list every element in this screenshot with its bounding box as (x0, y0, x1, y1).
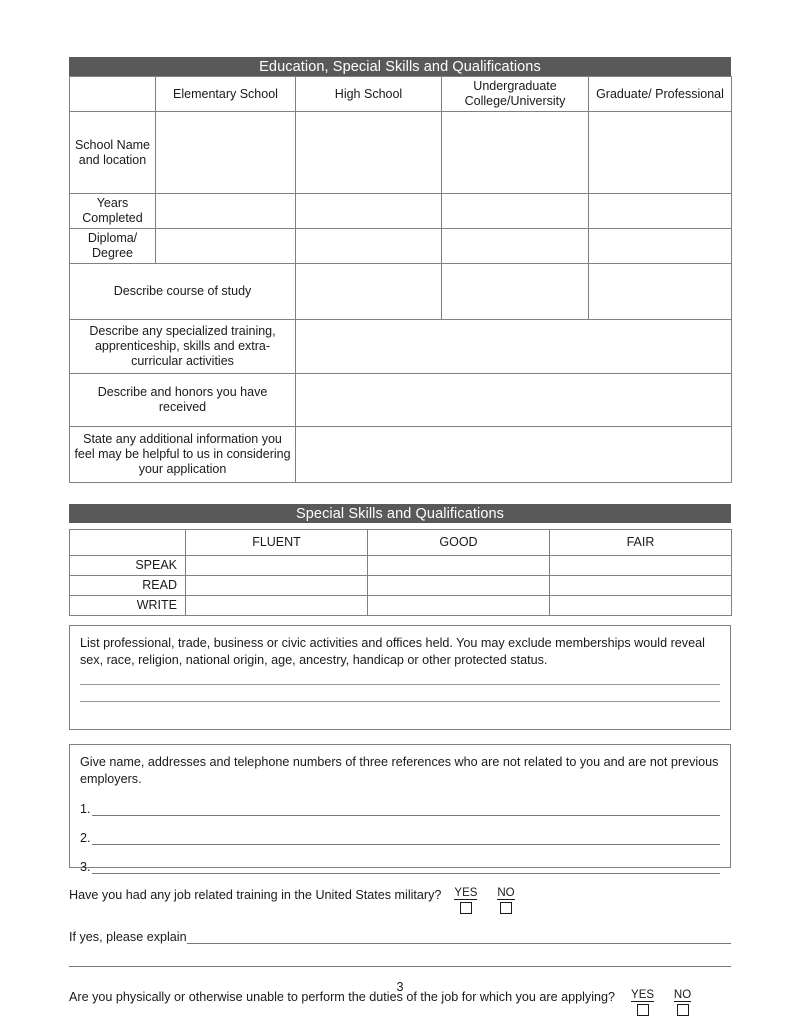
field-school-name-high[interactable] (296, 112, 442, 194)
skills-header-good: GOOD (368, 530, 550, 556)
field-school-name-elementary[interactable] (156, 112, 296, 194)
page-number: 3 (396, 980, 404, 994)
field-diploma-undergraduate[interactable] (442, 229, 589, 264)
education-header-elementary: Elementary School (156, 77, 296, 112)
field-read-good[interactable] (368, 576, 550, 596)
skills-table-header-row (70, 530, 732, 556)
table-row-diploma-degree (70, 229, 732, 264)
education-header-undergraduate: Undergraduate College/University (442, 77, 589, 112)
skills-row-label-speak: SPEAK (70, 556, 186, 576)
reference-entry-2 (80, 831, 720, 845)
military-training-yes-option[interactable] (454, 887, 478, 914)
military-training-yes-label: YES (454, 887, 478, 899)
education-header-blank (70, 77, 156, 112)
application-form-page (69, 57, 731, 1016)
skills-header-fluent: FLUENT (186, 530, 368, 556)
reference-number-2: 2. (80, 831, 91, 845)
row-label-school-name: School Name and location (70, 112, 156, 194)
table-row-speak (70, 556, 732, 576)
field-course-high[interactable] (296, 264, 442, 320)
row-label-honors: Describe and honors you have received (70, 374, 296, 427)
field-school-name-graduate[interactable] (589, 112, 732, 194)
field-read-fair[interactable] (550, 576, 732, 596)
physical-ability-no-checkbox[interactable] (677, 1004, 689, 1016)
row-label-specialized-training: Describe any specialized training, apprenticeship, skills and extra-curricular activities (70, 320, 296, 374)
field-specialized-training[interactable] (296, 320, 732, 374)
table-row-honors (70, 374, 732, 427)
field-speak-fluent[interactable] (186, 556, 368, 576)
table-row-school-name (70, 112, 732, 194)
references-prompt: Give name, addresses and telephone numbers of three references who are not related to you and are not previous employers. (80, 755, 719, 786)
activities-write-line-2[interactable] (80, 701, 720, 702)
row-label-years-completed: Years Completed (70, 194, 156, 229)
military-explain-label: If yes, please explain (69, 930, 187, 944)
table-row-additional-information (70, 427, 732, 483)
row-label-diploma-degree: Diploma/ Degree (70, 229, 156, 264)
field-write-fluent[interactable] (186, 596, 368, 616)
skills-header-blank (70, 530, 186, 556)
field-speak-fair[interactable] (550, 556, 732, 576)
table-row-course-of-study (70, 264, 732, 320)
field-years-high[interactable] (296, 194, 442, 229)
table-row-specialized-training (70, 320, 732, 374)
reference-input-2[interactable] (92, 833, 720, 845)
references-box (69, 744, 731, 874)
field-course-graduate[interactable] (589, 264, 732, 320)
field-diploma-graduate[interactable] (589, 229, 732, 264)
military-training-yesno-group (454, 887, 518, 914)
military-training-question-row (69, 887, 731, 914)
military-training-question-text: Have you had any job related training in the United States military? (69, 888, 442, 902)
field-years-graduate[interactable] (589, 194, 732, 229)
reference-number-3: 3. (80, 860, 91, 874)
reference-input-3[interactable] (92, 862, 720, 874)
field-diploma-elementary[interactable] (156, 229, 296, 264)
activities-box (69, 625, 731, 730)
row-label-course-of-study: Describe course of study (70, 264, 296, 320)
row-label-additional-information: State any additional information you feel may be helpful to us in considering your application (70, 427, 296, 483)
skills-header-fair: FAIR (550, 530, 732, 556)
reference-entry-1 (80, 802, 720, 816)
field-write-good[interactable] (368, 596, 550, 616)
field-read-fluent[interactable] (186, 576, 368, 596)
military-training-no-checkbox[interactable] (500, 902, 512, 914)
field-speak-good[interactable] (368, 556, 550, 576)
table-row-read (70, 576, 732, 596)
field-additional-information[interactable] (296, 427, 732, 483)
military-training-no-label: NO (497, 887, 515, 899)
military-explain-input-line-1[interactable] (187, 931, 731, 944)
skills-row-label-read: READ (70, 576, 186, 596)
activities-write-line-1[interactable] (80, 684, 720, 685)
field-diploma-high[interactable] (296, 229, 442, 264)
physical-ability-no-label: NO (673, 989, 692, 1001)
education-table (69, 76, 732, 483)
skills-table (69, 529, 732, 616)
education-header-high-school: High School (296, 77, 442, 112)
field-years-elementary[interactable] (156, 194, 296, 229)
field-course-undergraduate[interactable] (442, 264, 589, 320)
table-row-write (70, 596, 732, 616)
military-training-yes-checkbox[interactable] (460, 902, 472, 914)
education-header-graduate: Graduate/ Professional (589, 77, 732, 112)
reference-input-1[interactable] (92, 804, 720, 816)
reference-number-1: 1. (80, 802, 91, 816)
physical-ability-question-text: Are you physically or otherwise unable to perform the duties of the job for which you are applying? (69, 990, 616, 1004)
education-table-header-row (70, 77, 732, 112)
field-honors[interactable] (296, 374, 732, 427)
table-row-years-completed (70, 194, 732, 229)
reference-entry-3 (80, 860, 720, 874)
field-school-name-undergraduate[interactable] (442, 112, 589, 194)
activities-prompt: List professional, trade, business or civic activities and offices held. You may exclude memberships would reveal sex, race, religion, national origin, age, ancestry, handicap or other protected status. (80, 636, 705, 667)
military-training-no-option[interactable] (494, 887, 518, 914)
military-explain-row (69, 930, 731, 944)
skills-row-label-write: WRITE (70, 596, 186, 616)
physical-ability-yes-checkbox[interactable] (637, 1004, 649, 1016)
physical-ability-yes-label: YES (631, 989, 655, 1001)
field-years-undergraduate[interactable] (442, 194, 589, 229)
field-write-fair[interactable] (550, 596, 732, 616)
skills-section-header: Special Skills and Qualifications (69, 504, 731, 523)
education-section-header: Education, Special Skills and Qualifications (69, 57, 731, 76)
